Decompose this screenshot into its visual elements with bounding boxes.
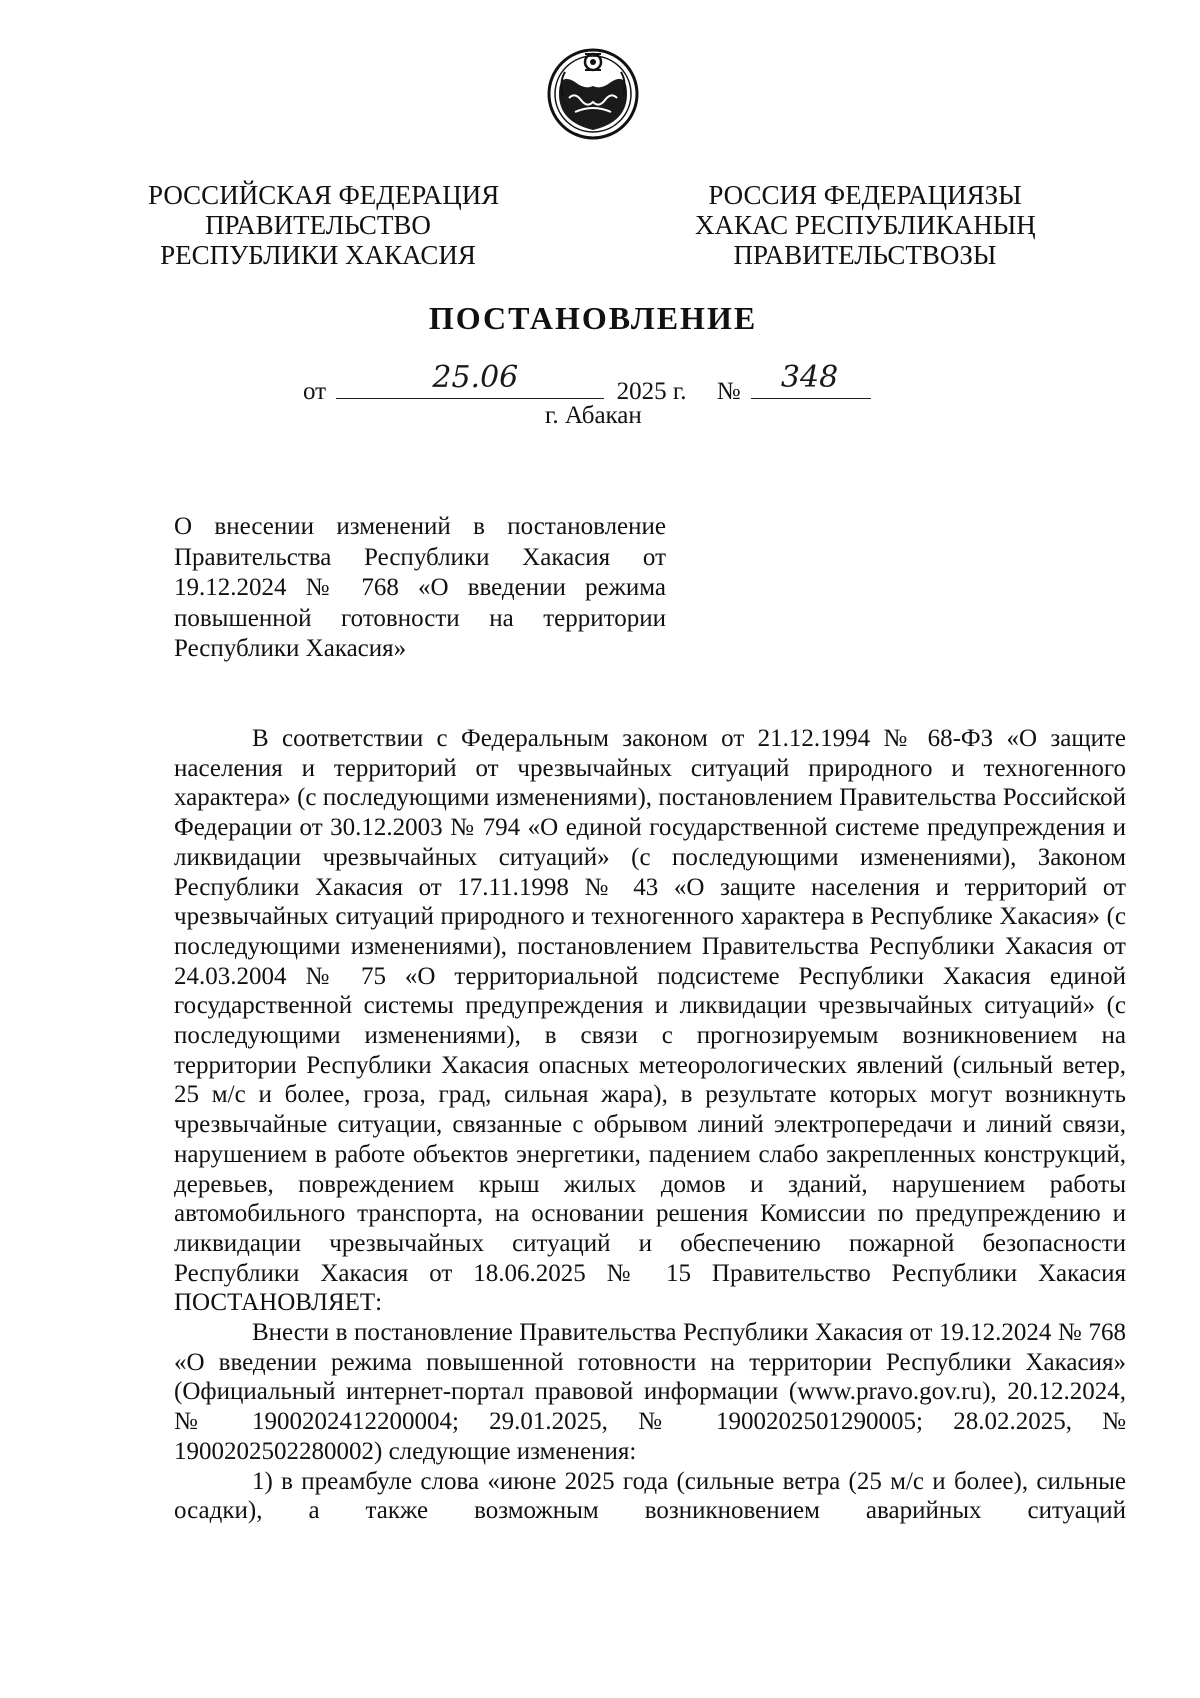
header-right-khakas	[695, 180, 1035, 270]
body-paragraph-3: 1) в преамбуле слова «июне 2025 года (сильные ветра (25 м/с и более), сильные осадки), а также возможным возникновением аварийных ситуаций	[174, 1467, 1126, 1525]
year-label: 2025 г.	[616, 378, 687, 405]
date-from-label: от	[303, 378, 327, 405]
header-left-line-1: РОССИЙСКАЯ ФЕДЕРАЦИЯ	[148, 180, 500, 210]
city-label: г. Абакан	[545, 402, 642, 429]
handwritten-date: 25.06	[432, 360, 519, 395]
number-field	[751, 360, 871, 399]
document-type-title: ПОСТАНОВЛЕНИЕ	[428, 300, 758, 336]
date-field	[336, 360, 604, 399]
dateline	[303, 360, 871, 406]
header-right-line-2: ХАКАС РЕСПУБЛИКАНЫҢ	[695, 210, 1036, 240]
header-right-line-1: РОССИЯ ФЕДЕРАЦИЯЗЫ	[708, 180, 1022, 210]
number-label: №	[716, 378, 741, 405]
document-body	[174, 724, 1126, 1526]
body-paragraph-1: В соответствии с Федеральным законом от 21.12.1994 № 68-ФЗ «О защите населения и территорий от чрезвычайных ситуаций природного и техногенного характера» (с последующими изменениями), постановлением Правительства Российской Федерации от 30.12.2003 № 794 «О единой государственной системе предупреждения и ликвидации чрезвычайных ситуаций» (с последующими изменениями), Законом Республики Хакасия от 17.11.1998 № 43 «О защите населения и территорий от чрезвычайных ситуаций природного и техногенного характера в Республике Хакасия» (с последующими изменениями), постановлением Правительства Республики Хакасия от 24.03.2004 № 75 «О территориальной подсистеме Республики Хакасия единой государственной системы предупреждения и ликвидации чрезвычайных ситуаций» (с последующими изменениями), в связи с прогнозируемым возникновением на территории Республики Хакасия опасных метеорологических явлений (сильный ветер, 25 м/с и более, гроза, град, сильная жара), в результате которых могут возникнуть чрезвычайные ситуации, связанные с обрывом линий электропередачи и линий связи, нарушением в работе объектов энергетики, падением слабо закрепленных конструкций, деревьев, повреждением крыш жилых домов и зданий, нарушением работы автомобильного транспорта, на основании решения Комиссии по предупреждению и ликвидации чрезвычайных ситуаций и обеспечению пожарной безопасности Республики Хакасия от 18.06.2025 № 15 Правительство Республики Хакасия ПОСТАНОВЛЯЕТ:	[174, 725, 1126, 1317]
header-left-ru	[148, 180, 500, 270]
document-subject	[174, 512, 666, 665]
handwritten-number: 348	[780, 360, 839, 395]
body-paragraph-2: Внести в постановление Правительства Республики Хакасия от 19.12.2024 № 768 «О введении режима повышенной готовности на территории Республики Хакасия» (Официальный интернет-портал правовой информации (www.pravo.gov.ru), 20.12.2024, № 1900202412200004; 29.01.2025, № 1900202501290005; 28.02.2025, № 1900202502280002) следующие изменения:	[174, 1319, 1126, 1465]
header-left-line-2: ПРАВИТЕЛЬСТВО	[205, 210, 431, 240]
subject-text: О внесении изменений в постановление Правительства Республики Хакасия от 19.12.2024 № 768 «О введении режима повышенной готовности на территории Республики Хакасия»	[174, 513, 666, 662]
header-right-line-3: ПРАВИТЕЛЬСТВОЗЫ	[733, 240, 997, 270]
coat-of-arms-emblem	[545, 42, 641, 146]
header-left-line-3: РЕСПУБЛИКИ ХАКАСИЯ	[160, 240, 476, 270]
